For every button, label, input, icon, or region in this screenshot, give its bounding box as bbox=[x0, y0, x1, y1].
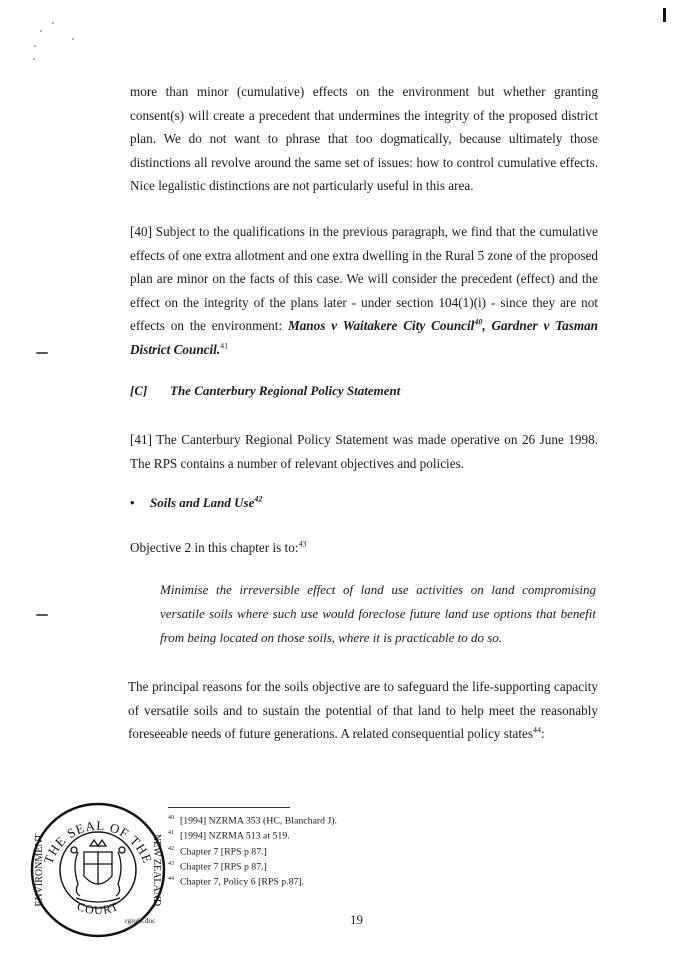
footnote-number: 44 bbox=[168, 876, 174, 883]
paragraph-40 bbox=[130, 220, 598, 361]
footnote bbox=[168, 873, 337, 888]
page-number: 19 bbox=[350, 912, 363, 927]
coat-of-arms-icon bbox=[71, 840, 125, 902]
footnote-text: Chapter 7, Policy 6 [RPS p.87]. bbox=[180, 876, 305, 888]
footnote-text: Chapter 7 [RPS p 87.] bbox=[180, 861, 267, 873]
bullet-title: Soils and Land Use bbox=[150, 495, 255, 510]
section-heading bbox=[130, 383, 400, 399]
footnote-number: 42 bbox=[168, 845, 174, 852]
footnote-text: [1994] NZRMA 353 (HC, Blanchard J). bbox=[180, 815, 338, 827]
scan-speck bbox=[34, 45, 36, 47]
footnote-number: 41 bbox=[168, 830, 174, 837]
margin-mark bbox=[36, 352, 48, 354]
case-citation-gardner: Gardner v Tasman District Council. bbox=[130, 318, 599, 357]
footnotes bbox=[168, 812, 337, 888]
footnote-ref-44: 44 bbox=[533, 725, 541, 735]
objective-intro bbox=[130, 540, 306, 556]
seal-top-text: THE SEAL OF THE bbox=[40, 817, 156, 866]
objective-intro-text: Objective 2 in this chapter is to: bbox=[130, 540, 299, 555]
seal-right-text: NEW ZEALAND bbox=[151, 833, 162, 907]
paragraph-41 bbox=[130, 428, 598, 475]
footnote-ref-41: 41 bbox=[220, 341, 229, 351]
footnote-text: [1994] NZRMA 513 at 519. bbox=[180, 830, 290, 842]
section-heading-title: The Canterbury Regional Policy Statement bbox=[170, 383, 401, 398]
seal-bottom-text: COURT bbox=[75, 899, 121, 918]
footnote-ref-40: 40 bbox=[474, 317, 483, 327]
footnote-divider bbox=[168, 807, 290, 808]
margin-mark bbox=[36, 614, 48, 616]
scan-speck bbox=[72, 38, 74, 40]
principal-reasons-end: : bbox=[541, 726, 545, 741]
scan-edge-mark bbox=[663, 8, 666, 22]
citation-separator: , bbox=[482, 318, 492, 333]
footnote-number: 43 bbox=[168, 860, 174, 867]
footnote bbox=[168, 843, 337, 858]
paragraph-continued bbox=[130, 80, 598, 198]
seal-left-text: ENVIRONMENT bbox=[34, 833, 45, 907]
case-citation-manos: Manos v Waitakere City Council bbox=[287, 318, 475, 333]
section-heading-number: [C] bbox=[130, 383, 148, 398]
paragraph-41-text: [41] The Canterbury Regional Policy Statement was made operative on 26 June 1998. The RPS contains a number of relevant objectives and policies. bbox=[130, 432, 598, 471]
principal-reasons-text: The principal reasons for the soils objective are to safeguard the life-supporting capacity of versatile soils and to sustain the potential of that land to help meet the reasonably foreseeable needs of future generations. A related consequential policy states bbox=[128, 679, 598, 741]
scan-speck bbox=[33, 58, 35, 60]
footnote-ref-43: 43 bbox=[298, 539, 307, 549]
scan-speck bbox=[40, 30, 42, 32]
footnote bbox=[168, 812, 337, 827]
bullet-icon: • bbox=[130, 495, 135, 510]
objective-quote: Minimise the irreversible effect of land use activities on land compromising versatile soils where such use would foreclose future land use options that benefit from being located on those soils, where it is practicable to do so. bbox=[160, 582, 596, 645]
paragraph-text: more than minor (cumulative) effects on the environment but whether granting consent(s) will create a precedent that undermines the integrity of the proposed district plan. We do not want to phrase that too dogmatically, because ultimately those distinctions all revolve around the same set of issues: how to control cumulative effects. Nice legalistic distinctions are not particularly useful in this area. bbox=[130, 84, 598, 193]
paragraph-40-text: [40] Subject to the qualifications in the previous paragraph, we find that the cumulative effects of one extra allotment and one extra dwelling in the Rural 5 zone of the proposed plan are minor on the facts of this case. We will consider the precedent (effect) and the effect on the integrity of the plans later - under section 104(1)(i) - since they are not effects on the environment: bbox=[130, 224, 598, 333]
scan-speck bbox=[52, 22, 54, 24]
footnote bbox=[168, 858, 337, 873]
footnote-text: Chapter 7 [RPS p 87.] bbox=[180, 845, 267, 857]
document-filename: rgiulo.doc bbox=[125, 916, 156, 925]
footnote bbox=[168, 827, 337, 842]
paragraph-principal-reasons bbox=[128, 675, 598, 746]
footnote-ref-42: 42 bbox=[254, 494, 263, 504]
footnote-number: 40 bbox=[168, 815, 174, 821]
bullet-subheading bbox=[130, 495, 262, 511]
